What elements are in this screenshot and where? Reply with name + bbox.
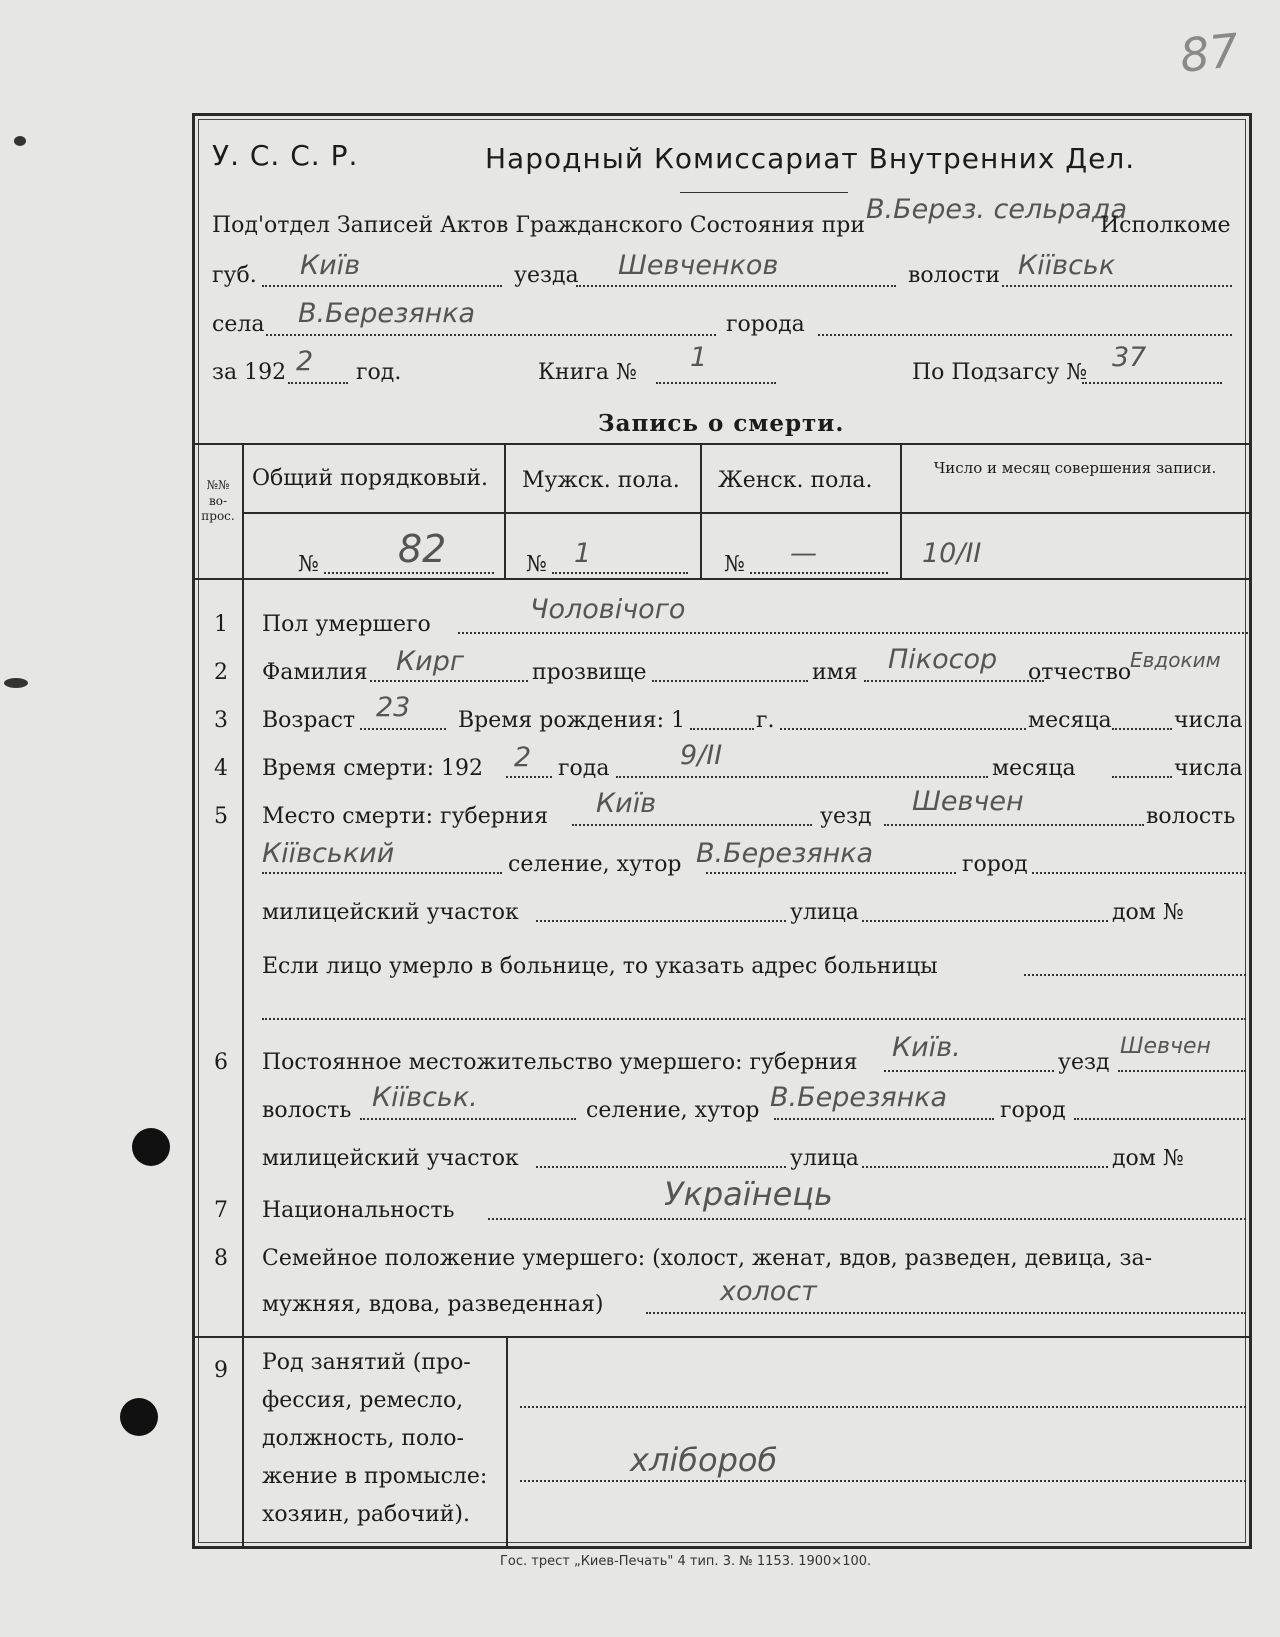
dom-label-1: дом № <box>1112 900 1184 925</box>
podzagsu-label: По Подзагсу № <box>912 360 1088 385</box>
g-label: г. <box>756 708 775 733</box>
row-number-5: 5 <box>214 804 228 829</box>
pol-line <box>458 632 1248 634</box>
mesto-selenie-label: селение, хутор <box>508 852 682 877</box>
semeinoe-handwriting: холост <box>720 1276 817 1307</box>
chisla-label-1: числа <box>1174 708 1243 733</box>
post-gub-handwriting: Київ. <box>892 1032 961 1063</box>
subdept-handwriting: В.Берез. сельрада <box>866 194 1128 225</box>
row-number-8: 8 <box>214 1246 228 1271</box>
kniga-line <box>656 382 776 384</box>
question-column-line <box>242 443 244 1548</box>
za-label: за 192 <box>212 360 287 385</box>
prozvishche-label: прозвище <box>532 660 647 685</box>
post-uezd-label: уезд <box>1058 1050 1110 1075</box>
otchestvo-label: отчество <box>1028 660 1132 685</box>
date-handwriting: 10/II <box>922 538 982 569</box>
post-gorod-line <box>1074 1118 1246 1120</box>
volost-line <box>1002 285 1232 287</box>
printer-footer: Гос. трест „Киев-Печать" 4 тип. 3. № 1153. 1900×100. <box>500 1554 872 1569</box>
mesyaca-line-1 <box>1112 728 1172 730</box>
sela-handwriting: В.Березянка <box>298 298 476 329</box>
volost-handwriting: Кіївськ <box>1018 250 1116 281</box>
mesto-selenie-line <box>706 872 956 874</box>
female-column-header: Женск. пола. <box>718 468 873 493</box>
page-number: 87 <box>1177 23 1242 83</box>
rod-label-3: должность, поло- <box>262 1426 464 1451</box>
ulica-label-2: улица <box>790 1146 859 1171</box>
post-uezd-line <box>1118 1070 1246 1072</box>
table-col-line-2 <box>700 443 702 578</box>
mesto-gorod-line <box>1032 872 1246 874</box>
mesto-gorod-label: город <box>962 852 1028 877</box>
uezd-label: уезда <box>514 263 579 288</box>
post-volost-line <box>360 1118 576 1120</box>
male-no: № <box>526 552 547 577</box>
volost-label: волости <box>908 263 1001 288</box>
mesto-volost-label: волость <box>1146 804 1236 829</box>
uezd-handwriting: Шевченков <box>618 250 779 281</box>
post-volost-handwriting: Кіївськ. <box>372 1082 478 1113</box>
goroda-label: города <box>726 312 805 337</box>
row-number-6: 6 <box>214 1050 228 1075</box>
smert-handwriting: 2 <box>514 742 532 773</box>
rod-label-2: фессия, ремесло, <box>262 1388 464 1413</box>
mesyaca-label-1: месяца <box>1028 708 1112 733</box>
rod-label-4: жение в промысле: <box>262 1464 488 1489</box>
otchestvo-handwriting: Евдоким <box>1130 648 1221 672</box>
prozvishche-line <box>652 680 808 682</box>
ussr-header: У. С. С. Р. <box>212 139 359 172</box>
post-volost-label: волость <box>262 1098 352 1123</box>
vozrast-label: Возраст <box>262 708 356 733</box>
row-number-2: 2 <box>214 660 228 685</box>
milic-label-2: милицейский участок <box>262 1146 519 1171</box>
edge-mark <box>14 136 26 146</box>
semeinoe-label-2: мужняя, вдова, разведенная) <box>262 1292 604 1317</box>
sela-line <box>266 334 716 336</box>
row-number-9: 9 <box>214 1358 228 1383</box>
general-line <box>324 572 494 574</box>
god-label: год. <box>356 360 402 385</box>
kniga-handwriting: 1 <box>690 342 708 373</box>
row-number-7: 7 <box>214 1198 228 1223</box>
post-selenie-line <box>774 1118 994 1120</box>
ulica-line-1 <box>862 920 1108 922</box>
post-gorod-label: город <box>1000 1098 1066 1123</box>
row-number-4: 4 <box>214 756 228 781</box>
commissariat-header: Народный Комиссариат Внутренних Дел. <box>485 142 1136 175</box>
za-line <box>288 382 348 384</box>
female-no: № <box>724 552 745 577</box>
edge-mark <box>4 678 28 688</box>
hospital-label: Если лицо умерло в больнице, то указать адрес больницы <box>262 954 938 979</box>
nacional-handwriting: Українець <box>664 1175 833 1213</box>
sela-label: села <box>212 312 265 337</box>
goroda-line <box>818 334 1232 336</box>
post-uezd-handwriting: Шевчен <box>1120 1034 1211 1059</box>
gub-line <box>262 285 502 287</box>
goda-line <box>616 776 988 778</box>
row9-divider <box>506 1336 508 1548</box>
familiya-line <box>370 680 528 682</box>
female-line <box>750 572 888 574</box>
rod-handwriting: хлібороб <box>630 1441 778 1479</box>
postoyan-label: Постоянное местожительство умершего: губерния <box>262 1050 858 1075</box>
smert-line <box>506 776 552 778</box>
ispolkom-label: Исполкоме <box>1100 213 1231 238</box>
table-top-line <box>195 443 1249 445</box>
mesyaca-line-2 <box>1112 776 1172 778</box>
nacional-line <box>488 1218 1246 1220</box>
table-col-line-1 <box>504 443 506 578</box>
g-line <box>780 728 1026 730</box>
mesto-gub-handwriting: Київ <box>596 788 657 819</box>
ulica-label-1: улица <box>790 900 859 925</box>
nacional-label: Национальность <box>262 1198 455 1223</box>
punch-hole-top <box>132 1128 170 1166</box>
goda-handwriting: 9/II <box>680 740 723 771</box>
vozrast-handwriting: 23 <box>376 692 411 723</box>
smert-label: Время смерти: 192 <box>262 756 484 781</box>
podzagsu-line <box>1082 382 1222 384</box>
mesto-uezd-handwriting: Шевчен <box>912 786 1024 817</box>
subdept-label: Под'отдел Записей Актов Гражданского Состояния при <box>212 213 866 238</box>
pol-handwriting: Чоловічого <box>530 594 686 625</box>
milic-label-1: милицейский участок <box>262 900 519 925</box>
gub-label: губ. <box>212 263 257 288</box>
rozhd-label: Время рождения: 1 <box>458 708 685 733</box>
mesyaca-label-2: месяца <box>992 756 1076 781</box>
rod-line-1 <box>520 1406 1246 1408</box>
podzagsu-handwriting: 37 <box>1112 342 1147 373</box>
female-handwriting: — <box>790 538 817 569</box>
imya-handwriting: Пікосор <box>888 644 998 675</box>
goda-label: года <box>558 756 610 781</box>
rod-label-5: хозяин, рабочий). <box>262 1502 470 1527</box>
male-handwriting: 1 <box>574 538 592 569</box>
mesto-uezd-line <box>884 824 1144 826</box>
milic-line-2 <box>536 1166 786 1168</box>
chisla-label-2: числа <box>1174 756 1243 781</box>
rod-label-1: Род занятий (про- <box>262 1350 471 1375</box>
mesto-volost-line <box>262 872 502 874</box>
mesto-volost-handwriting: Кіївський <box>262 838 395 869</box>
general-handwriting: 82 <box>398 527 447 571</box>
ulica-line-2 <box>862 1166 1108 1168</box>
row9-top-line <box>195 1336 1249 1338</box>
post-selenie-handwriting: В.Березянка <box>770 1082 948 1113</box>
vozrast-line <box>360 728 446 730</box>
table-mid-line <box>242 512 1249 514</box>
general-no: № <box>298 552 319 577</box>
header-underline <box>680 192 848 193</box>
male-column-header: Мужск. пола. <box>522 468 680 493</box>
uezd-line <box>576 285 896 287</box>
za-handwriting: 2 <box>296 346 314 377</box>
semeinoe-line <box>646 1312 1246 1314</box>
imya-line <box>864 680 1044 682</box>
gub-handwriting: Київ <box>300 250 361 281</box>
rozhd-line <box>690 728 754 730</box>
dom-label-2: дом № <box>1112 1146 1184 1171</box>
row-number-3: 3 <box>214 708 228 733</box>
kniga-label: Книга № <box>538 360 637 385</box>
semeinoe-label: Семейное положение умершего: (холост, женат, вдов, разведен, девица, за- <box>262 1246 1153 1271</box>
milic-line-1 <box>536 920 786 922</box>
male-line <box>552 572 688 574</box>
form-title: Запись о смерти. <box>598 410 845 437</box>
mesto-uezd-label: уезд <box>820 804 872 829</box>
hospital-line-2 <box>262 1018 1246 1020</box>
general-column-header: Общий порядковый. <box>252 466 489 491</box>
row-number-1: 1 <box>214 612 228 637</box>
question-column-header: №№ во-прос. <box>201 478 235 524</box>
table-bottom-line <box>195 578 1249 580</box>
mesto-gub-line <box>572 824 812 826</box>
mesto-selenie-handwriting: В.Березянка <box>696 838 874 869</box>
punch-hole-bottom <box>120 1398 158 1436</box>
pol-label: Пол умершего <box>262 612 431 637</box>
familiya-label: Фамилия <box>262 660 368 685</box>
rod-line-2 <box>520 1480 1246 1482</box>
mesto-label: Место смерти: губерния <box>262 804 549 829</box>
imya-label: имя <box>812 660 858 685</box>
table-col-line-3 <box>900 443 902 578</box>
date-column-header: Число и месяц совершения записи. <box>933 459 1217 477</box>
familiya-handwriting: Кирг <box>396 646 465 677</box>
post-selenie-label: селение, хутор <box>586 1098 760 1123</box>
hospital-line-1 <box>1024 974 1246 976</box>
post-gub-line <box>884 1070 1054 1072</box>
